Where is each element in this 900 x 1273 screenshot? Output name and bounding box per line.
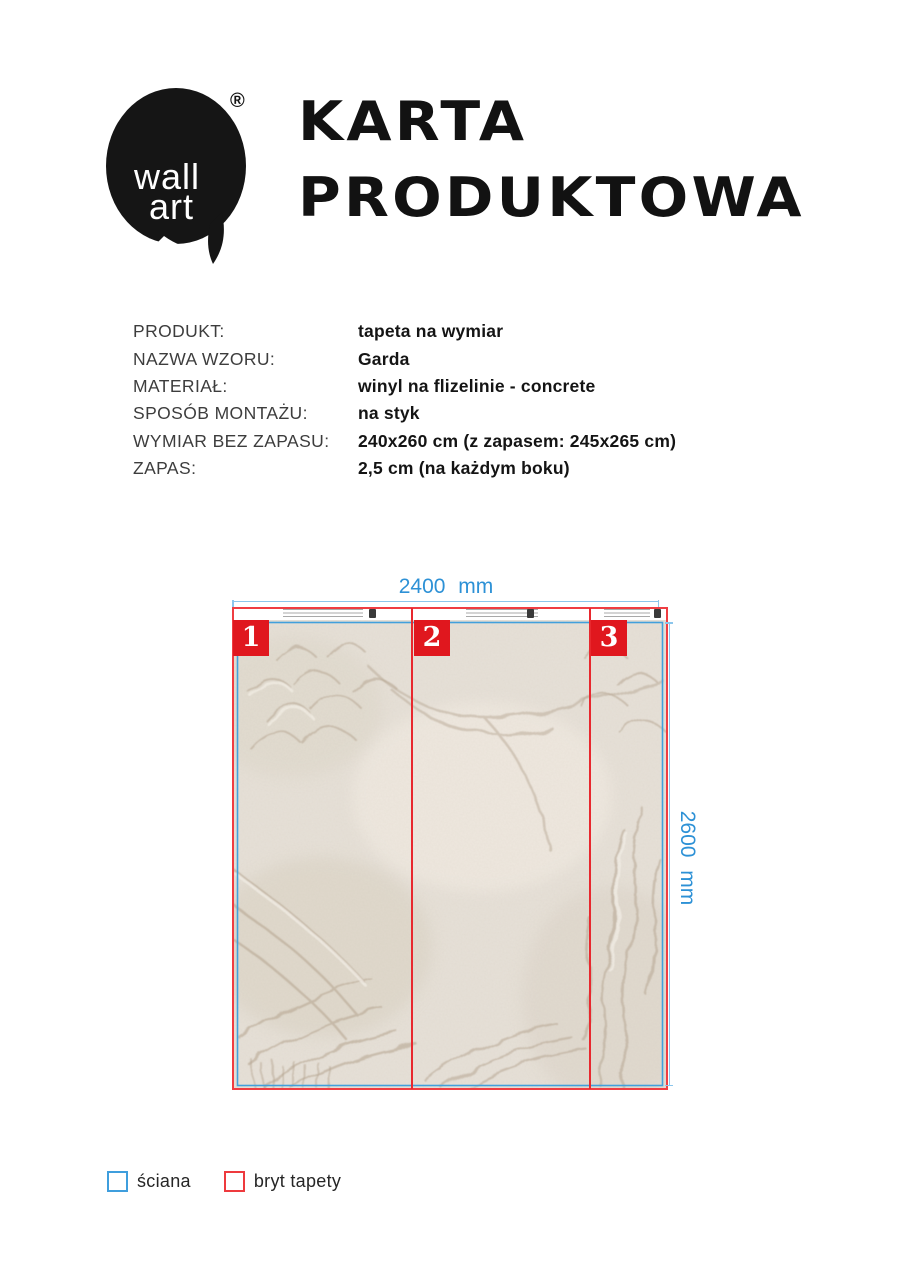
strip-number-badge-2: 2	[414, 620, 450, 656]
spec-value: Garda	[358, 348, 410, 369]
wall-color-swatch	[107, 1171, 128, 1192]
production-logo-icon	[654, 609, 661, 618]
page-title-line2: PRODUKTOWA	[298, 166, 805, 229]
spec-value: 2,5 cm (na każdym boku)	[358, 458, 570, 479]
spec-row-sposob-montazu	[133, 400, 676, 427]
spec-value: tapeta na wymiar	[358, 321, 504, 342]
spec-row-produkt	[133, 318, 676, 345]
wallpaper-texture-image	[232, 620, 668, 1090]
spec-label: MATERIAŁ:	[133, 375, 228, 396]
spec-label: WYMIAR BEZ ZAPASU:	[133, 430, 330, 451]
logo-word-top: wall	[134, 156, 201, 197]
legend-label: bryt tapety	[253, 1171, 342, 1191]
spec-row-material	[133, 373, 676, 400]
spec-row-zapas	[133, 455, 676, 482]
width-dimension-label: 2400 mm	[398, 575, 494, 598]
legend-item-sciana	[107, 1171, 191, 1192]
spec-value: 240x260 cm (z zapasem: 245x265 cm)	[358, 430, 677, 451]
wallart-logo	[106, 86, 256, 271]
spec-value: na styk	[358, 403, 420, 424]
production-info-fineprint	[604, 609, 650, 619]
strip-color-swatch	[224, 1171, 245, 1192]
product-spec-table	[133, 318, 676, 482]
strip-number-badge-3: 3	[591, 620, 627, 656]
spec-label: PRODUKT:	[133, 321, 225, 342]
wallpaper-layout-diagram	[232, 607, 668, 1090]
spec-value: winyl na flizelinie - concrete	[358, 375, 596, 396]
spec-label: ZAPAS:	[133, 458, 197, 479]
production-logo-icon	[369, 609, 376, 618]
legend-label: ściana	[137, 1171, 191, 1191]
height-dimension-label: 2600 mm	[676, 810, 699, 906]
spec-row-nazwa-wzoru	[133, 345, 676, 372]
page-title	[298, 84, 805, 236]
logo-word-bottom: art	[149, 186, 195, 227]
registered-trademark-icon: ®	[230, 90, 245, 112]
spec-label: NAZWA WZORU:	[133, 348, 276, 369]
legend-item-bryt-tapety	[224, 1171, 341, 1192]
legend	[107, 1171, 341, 1192]
production-info-fineprint	[283, 609, 363, 619]
page-title-line1: KARTA	[298, 90, 528, 153]
production-logo-icon	[527, 609, 534, 618]
spec-label: SPOSÓB MONTAŻU:	[133, 403, 308, 424]
spec-row-wymiar	[133, 428, 676, 455]
strip-number-badge-1: 1	[233, 620, 269, 656]
